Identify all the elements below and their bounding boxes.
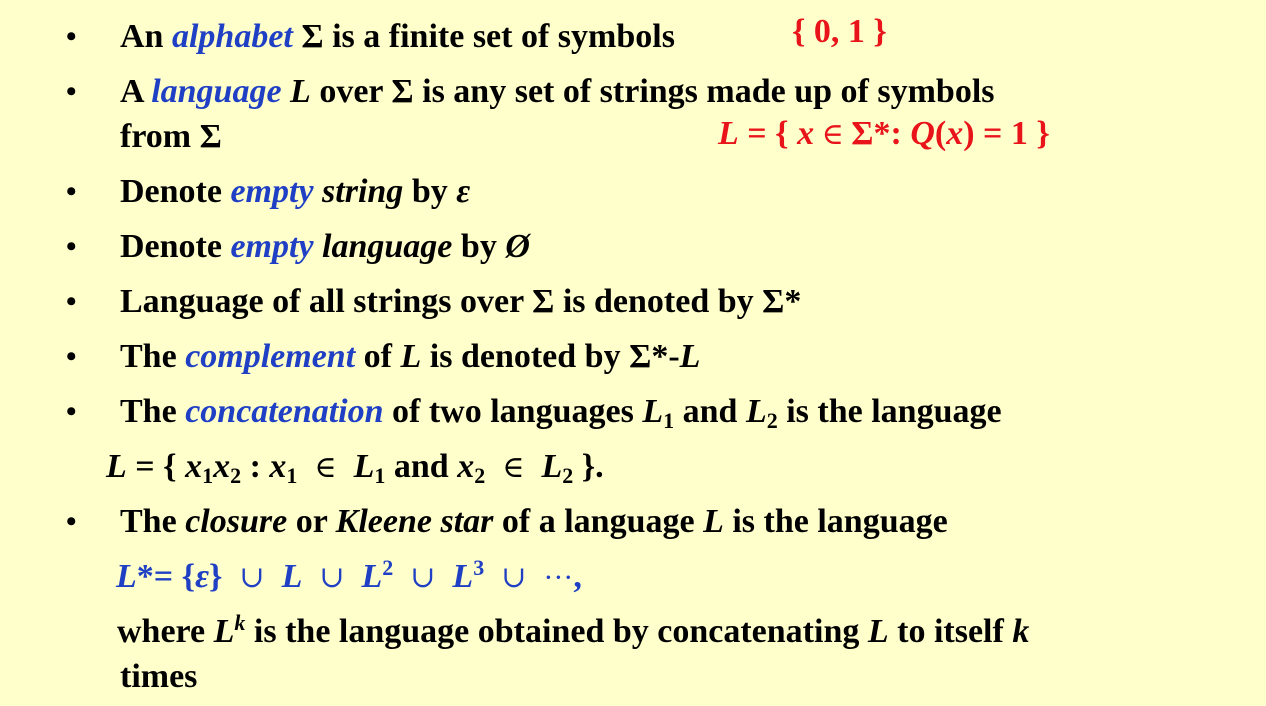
term-language: language [322,228,453,265]
term-empty: empty [230,173,314,210]
text: , [573,558,582,595]
var: L [353,448,375,485]
symbol-epsilon: ε [195,558,210,595]
text: Σ is a finite set of symbols [292,18,675,55]
var: L [541,448,563,485]
text: = { [738,115,798,152]
bullet-language-cont: from Σ [120,118,222,155]
symbol-epsilon: ε [456,173,471,210]
text: where [117,613,214,650]
text: is the language obtained by concatenating [245,613,868,650]
text: *= { [136,558,196,595]
text: A [120,73,152,110]
subscript: 1 [286,463,298,488]
var-L: L [745,393,767,430]
text: An [120,18,172,55]
var: x [457,448,475,485]
bullet-marker: • [66,395,77,428]
text: is the language [723,503,948,540]
superscript: 3 [473,555,485,580]
text: Denote [120,173,231,210]
subscript: 2 [474,463,486,488]
var: Q [910,115,935,152]
text: by [452,228,506,265]
var: L [106,448,127,485]
text: is the language [777,393,1002,430]
text: Σ*: [851,115,911,152]
language-definition [718,114,1050,155]
term-concatenation: concatenation [185,393,384,430]
bullet-concatenation [120,392,1002,432]
bullet-marker: • [66,340,77,373]
var-L: L [642,393,664,430]
var: x [797,115,815,152]
subscript: 1 [663,408,675,433]
union-symbol: ∪ [410,561,436,594]
var: x [185,448,203,485]
var-L: L [703,503,724,540]
element-of-symbol: ∈ [814,118,852,151]
text: and [674,393,746,430]
text: The [120,338,186,375]
text: of [355,338,401,375]
union-symbol: ∪ [501,561,527,594]
text: = { [126,448,186,485]
var: L [361,558,383,595]
kleene-where-cont: times [120,658,198,695]
bullet-empty-string [120,172,470,212]
var: L [452,558,474,595]
text: over Σ is any set of strings made up of symbols [310,73,995,110]
term-string: string [322,173,404,210]
bullet-marker: • [66,505,77,538]
bullet-marker: • [66,230,77,263]
term-empty: empty [230,228,314,265]
bullet-marker: • [66,285,77,318]
var: k [1012,613,1030,650]
element-of-symbol: ∈ [502,451,525,484]
superscript: 2 [382,555,394,580]
text: }. [573,448,604,485]
text: ( [934,115,947,152]
union-symbol: ∪ [319,561,345,594]
term-language: language [151,73,282,110]
text: } [209,558,223,595]
bullet-language [120,72,995,112]
ellipsis: ··· [543,561,574,594]
text: of two languages [383,393,643,430]
text: Denote [120,228,231,265]
union-symbol: ∪ [239,561,265,594]
superscript [234,610,245,635]
var: L [213,613,235,650]
text [314,228,323,265]
subscript: 1 [374,463,386,488]
var-L: L [679,338,701,375]
text [314,173,323,210]
text: to itself [888,613,1013,650]
concatenation-formula [106,447,604,488]
bullet-empty-language [120,227,530,267]
text: The [120,503,186,540]
text: of a language [493,503,704,540]
symbol-empty-set: Ø [505,228,530,265]
var: L [718,115,739,152]
subscript: 2 [230,463,242,488]
var: L [281,558,303,595]
element-of-symbol: ∈ [314,451,337,484]
var: L [867,613,889,650]
text: : [241,448,270,485]
text: or [287,503,336,540]
kleene-where [117,612,1029,652]
bullet-kleene-star [120,502,948,542]
var-L: L [290,73,311,110]
subscript: 1 [202,463,214,488]
kleene-formula [116,557,582,598]
var-L: L [400,338,422,375]
var: x [213,448,231,485]
var: k [234,610,246,635]
text: by [403,173,457,210]
text: and [385,448,458,485]
subscript: 2 [766,408,778,433]
text [282,73,291,110]
bullet-complement [120,337,700,377]
subscript: 2 [562,463,574,488]
term-complement: complement [185,338,356,375]
term-closure: closure [185,503,288,540]
bullet-alphabet [120,17,675,57]
bullet-marker: • [66,175,77,208]
bullet-all-strings: Language of all strings over Σ is denoted by Σ* [120,283,802,320]
alphabet-example: { 0, 1 } [792,13,887,50]
var: L [116,558,137,595]
var: x [946,115,964,152]
text: The [120,393,186,430]
text: is denoted by Σ*- [421,338,680,375]
bullet-marker: • [66,75,77,108]
bullet-marker: • [66,20,77,53]
var: x [269,448,287,485]
text: ) = 1 } [963,115,1050,152]
term-kleene-star: Kleene star [335,503,494,540]
term-alphabet: alphabet [171,18,293,55]
